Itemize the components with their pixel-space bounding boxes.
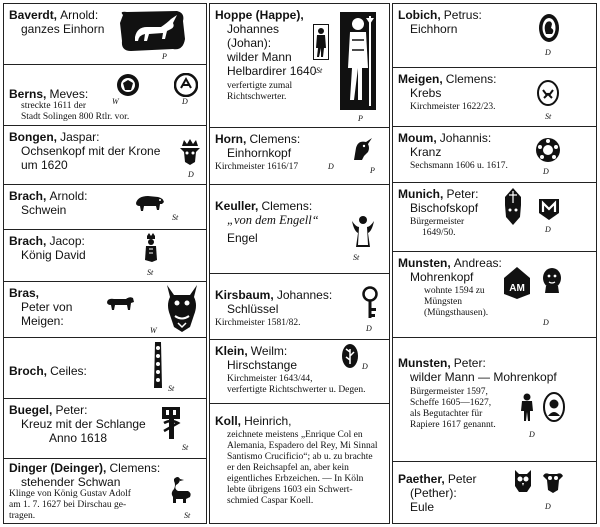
squirrel-seal-icon — [537, 12, 561, 44]
note: tragen. — [9, 511, 36, 521]
note: Richtschwerter. — [227, 92, 287, 102]
mark-label: D — [545, 502, 551, 511]
badge-text: AM — [509, 283, 525, 294]
wreath-seal-icon — [535, 137, 561, 163]
note: verfertigte zumal — [227, 81, 293, 91]
description: Engel — [227, 231, 258, 245]
entry-bras — [4, 282, 206, 338]
animal-mark-icon — [104, 294, 136, 314]
entry-brach-jacop — [4, 230, 206, 282]
given-name: Ceiles: — [50, 364, 87, 378]
description: Eichhorn — [410, 22, 458, 36]
standing-swan-icon — [166, 475, 194, 505]
mark-label: D — [188, 170, 194, 179]
surname: Lobich, — [398, 8, 441, 22]
horned-devil-head-icon — [164, 283, 200, 333]
entry-munich — [393, 183, 596, 252]
bishop-head-icon — [501, 187, 525, 227]
given-name: Peter: — [446, 187, 479, 201]
entry-dinger — [4, 459, 206, 525]
entry-brach-arnold — [4, 185, 206, 230]
wild-man-figure-icon — [519, 392, 535, 422]
description: stehender Schwan — [21, 475, 121, 489]
surname: Bongen, — [9, 130, 57, 144]
unicorn-mark-icon — [117, 9, 187, 53]
given-name: Clemens: — [445, 72, 497, 86]
entry-buegel — [4, 399, 206, 459]
description: Bischofskopf — [410, 201, 479, 215]
note: schmied Caspar Koell. — [227, 496, 314, 506]
given-name: Peter: — [453, 356, 486, 370]
surname: Hoppe (Happe), — [215, 8, 304, 22]
given-name: Petrus: — [443, 8, 482, 22]
description: Kranz — [410, 145, 442, 159]
mark-label: St — [316, 66, 323, 75]
given-name: Peter — [447, 472, 477, 486]
given-name: Jacop: — [49, 234, 85, 248]
surname: Baverdt, — [9, 8, 58, 22]
note: als Begutachter für — [410, 409, 483, 419]
mark-label: D — [545, 225, 551, 234]
moor-head-seal-icon — [543, 392, 565, 422]
note: er den Reichsapfel an, aber kein — [227, 463, 349, 473]
note: Kirchmeister 1622/23. — [410, 102, 496, 112]
given-name: Meves: — [49, 87, 89, 101]
owl-mark-icon — [541, 466, 565, 494]
antler-oval-mark-icon — [341, 343, 359, 369]
description: Helbardirer 1640 — [227, 64, 317, 78]
given-name: Heinrich, — [244, 414, 292, 428]
description: König David — [21, 248, 86, 262]
note: Müngsten — [424, 297, 462, 307]
note: Bürgermeister 1597, — [410, 387, 488, 397]
pig-mark-icon — [132, 193, 166, 215]
description: Schwein — [21, 203, 67, 217]
round-seal-icon — [116, 73, 140, 97]
note: (Müngsthausen). — [424, 308, 489, 318]
note: streckte 1611 der — [21, 101, 87, 111]
note: Stadt Solingen 800 Rtlr. vor. — [21, 112, 130, 122]
column-2 — [209, 3, 390, 524]
mark-label: D — [543, 167, 549, 176]
angel-mark-icon — [350, 213, 376, 249]
cross-with-serpent-icon — [160, 405, 182, 441]
note: Kirchmeister 1581/82. — [215, 318, 301, 328]
note: Santismo Crucificio“; ab u. zu brachte — [227, 452, 373, 462]
surname: Moum, — [398, 131, 437, 145]
description: Mohrenkopf — [410, 270, 474, 284]
mark-label: P — [358, 114, 363, 123]
note: Bürgermeister — [410, 217, 465, 227]
moor-head-icon — [541, 266, 563, 294]
surname: Munich, — [398, 187, 444, 201]
note: Alemania, Espadero del Rey, Mi Sinnal — [227, 441, 378, 451]
entry-bongen — [4, 126, 206, 185]
entry-broch — [4, 338, 206, 399]
entry-munsten-andreas — [393, 252, 596, 338]
given-name: Andreas: — [453, 256, 502, 270]
king-david-figure-icon — [144, 233, 158, 263]
surname: Horn, — [215, 132, 247, 146]
description: Einhornkopf — [227, 146, 292, 160]
origin: Meigen: — [21, 314, 64, 328]
entry-hoppe — [210, 4, 389, 128]
note: lebte übrigens 1603 ein Schwert- — [227, 485, 353, 495]
mark-label: P — [162, 52, 167, 61]
description: Ochsenkopf mit der Krone — [21, 144, 161, 158]
mark-label: D — [362, 362, 368, 371]
entry-klein — [210, 340, 389, 404]
given-name-variant: (Pether): — [410, 486, 457, 500]
mark-label: D — [545, 48, 551, 57]
halberdier-mark-icon — [338, 10, 378, 112]
given-name: Peter von — [21, 300, 73, 314]
entry-keuller — [210, 185, 389, 274]
given-name: Jaspar: — [60, 130, 100, 144]
note: Rapiere 1617 genannt. — [410, 420, 496, 430]
note: Sechsmann 1606 u. 1617. — [410, 161, 508, 171]
description: ganzes Einhorn — [21, 22, 105, 36]
description: Hirschstange — [227, 358, 298, 372]
note: Klinge von König Gustav Adolf — [9, 489, 131, 499]
mark-label: St — [353, 253, 360, 262]
entry-munsten-peter — [393, 338, 596, 462]
mark-label: St — [182, 443, 189, 452]
date: Anno 1618 — [49, 431, 108, 445]
wild-man-mark-icon — [313, 24, 329, 60]
surname: Keuller, — [215, 199, 259, 213]
mark-label: D — [543, 318, 549, 327]
surname: Munsten, — [398, 356, 451, 370]
surname: Kirsbaum, — [215, 288, 274, 302]
mark-label: P — [370, 166, 375, 175]
surname: Dinger (Deinger), — [9, 461, 107, 475]
description: Krebs — [410, 86, 442, 100]
entry-meigen — [393, 68, 596, 127]
mark-label: W — [112, 97, 119, 106]
date: um 1620 — [21, 158, 68, 172]
column-3 — [392, 3, 597, 524]
surname: Buegel, — [9, 403, 53, 417]
entry-horn — [210, 128, 389, 185]
surname: Bras, — [9, 286, 40, 300]
given-name: Clemens: — [109, 461, 161, 475]
surname: Munsten, — [398, 256, 451, 270]
note: Scheffe 1605—1627, — [410, 398, 492, 408]
note: wohnte 1594 zu — [424, 286, 485, 296]
mark-label: St — [545, 112, 552, 121]
entry-berns — [4, 65, 206, 126]
mark-label: St — [184, 511, 191, 520]
surname: Koll, — [215, 414, 241, 428]
given-name: Johannes — [227, 22, 280, 36]
surname: Brach, — [9, 189, 47, 203]
note: verfertigte Richtschwerter u. Degen. — [227, 385, 366, 395]
mark-label: St — [147, 268, 154, 277]
entry-lobich — [393, 4, 596, 68]
mark-label: D — [182, 97, 188, 106]
entry-paether — [393, 462, 596, 525]
inscription: „von dem Engell“ — [227, 213, 319, 227]
mark-label: D — [328, 162, 334, 171]
mark-label: St — [168, 384, 175, 393]
description: Schlüssel — [227, 302, 279, 316]
note: eigentliches Erbzeichen. — In Köln — [227, 474, 364, 484]
surname: Meigen, — [398, 72, 443, 86]
note: Kirchmeister 1616/17 — [215, 162, 299, 172]
surname: Broch, — [9, 364, 48, 378]
description: Eule — [410, 500, 435, 514]
given-name: Weilm: — [250, 344, 288, 358]
entry-baverdt — [4, 4, 206, 65]
note: zeichnete meistens „Enrique Col en — [227, 430, 363, 440]
description: wilder Mann — [227, 50, 292, 64]
description: Kreuz mit der Schlange — [21, 417, 146, 431]
given-name: Arnold: — [60, 8, 99, 22]
mark-label: D — [529, 430, 535, 439]
given-name: Johannes: — [276, 288, 333, 302]
unicorn-head-icon — [348, 136, 374, 162]
crowned-ox-head-icon — [178, 138, 202, 166]
surname: Klein, — [215, 344, 248, 358]
surname: Paether, — [398, 472, 445, 486]
round-seal-icon — [174, 73, 198, 97]
given-name: Peter: — [55, 403, 88, 417]
given-name: Arnold: — [49, 189, 88, 203]
note: 1649/50. — [422, 228, 456, 238]
mark-label: D — [366, 324, 372, 333]
note: am 1. 7. 1627 bei Dirschau ge- — [9, 500, 127, 510]
entry-kirsbaum — [210, 274, 389, 340]
am-badge-icon — [503, 266, 531, 300]
note: Kirchmeister 1643/44, — [227, 374, 313, 384]
given-name: Johannis: — [439, 131, 492, 145]
given-name: Clemens: — [261, 199, 313, 213]
key-mark-icon — [360, 286, 380, 320]
given-name: Clemens: — [249, 132, 301, 146]
m-shield-mark-icon — [537, 197, 561, 221]
given-name-variant: (Johan): — [227, 36, 272, 50]
beaded-staff-icon — [150, 340, 166, 390]
mark-label: St — [172, 213, 179, 222]
entry-moum — [393, 127, 596, 183]
surname: Berns, — [9, 87, 47, 101]
owl-mark-icon — [511, 466, 535, 494]
surname: Brach, — [9, 234, 47, 248]
crab-seal-icon — [537, 80, 559, 106]
entry-koll — [210, 404, 389, 525]
column-1 — [3, 3, 207, 524]
description: wilder Mann — Mohrenkopf — [410, 370, 557, 384]
mark-label: W — [150, 326, 157, 335]
